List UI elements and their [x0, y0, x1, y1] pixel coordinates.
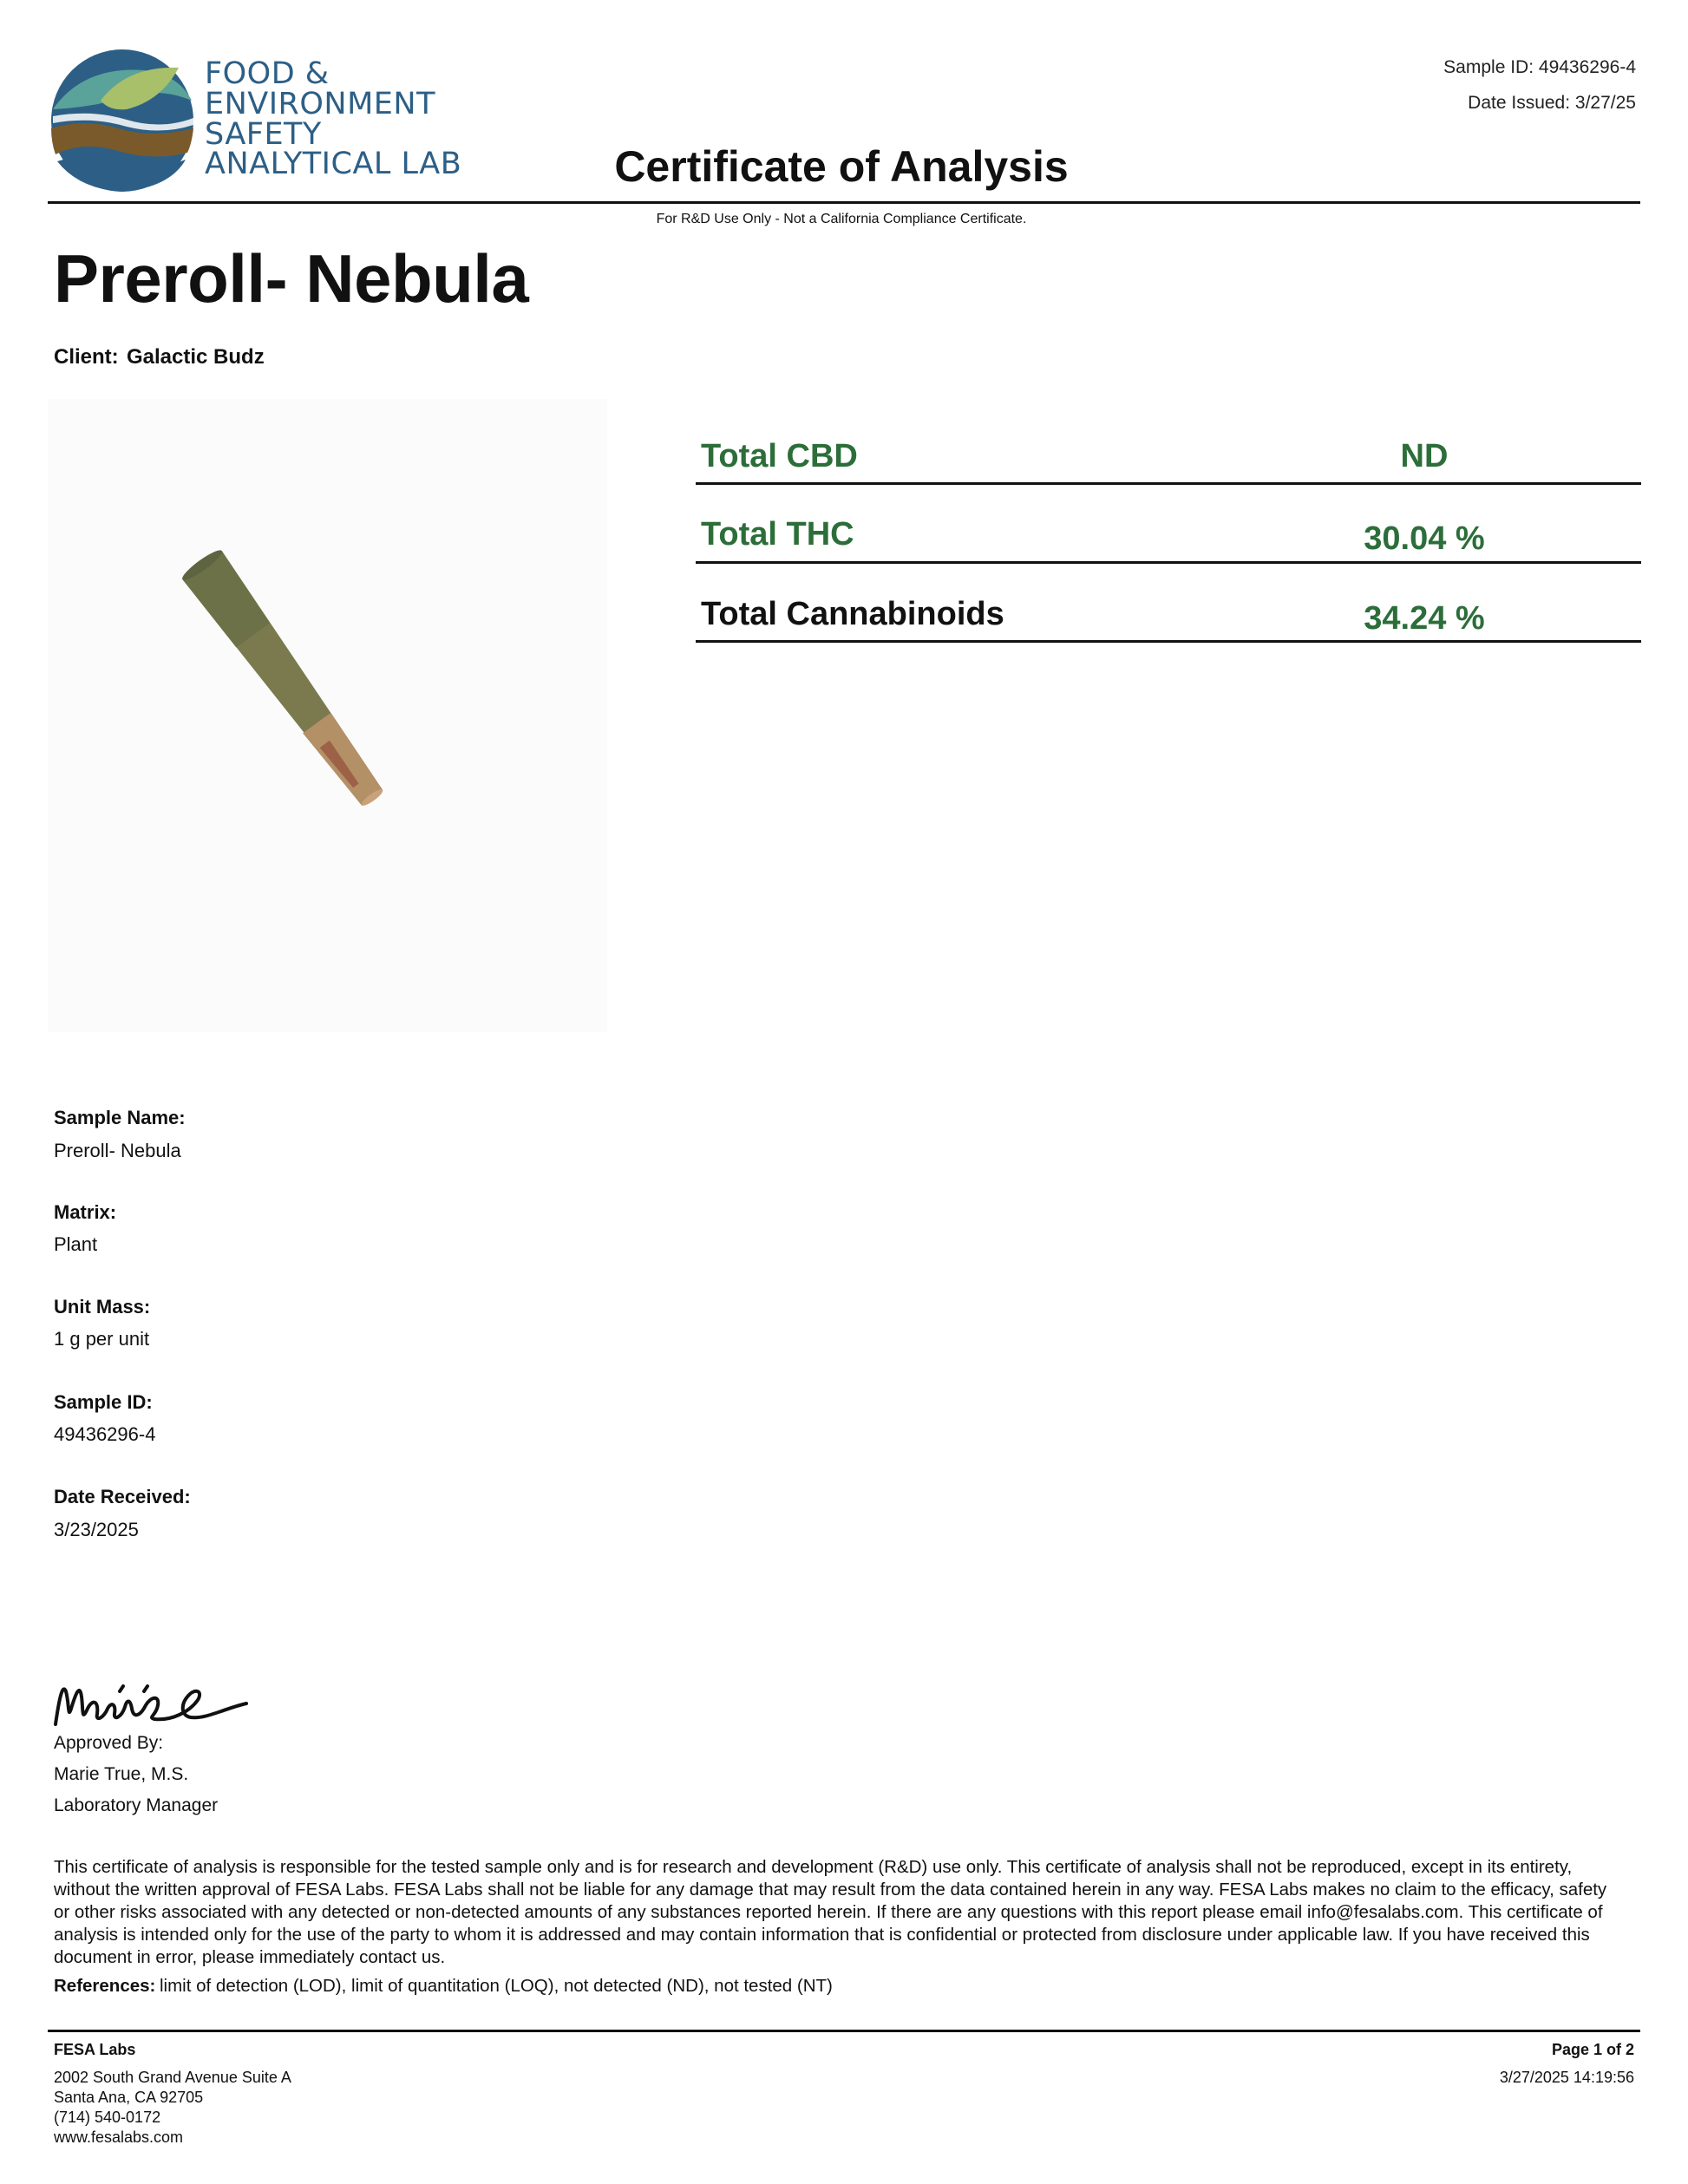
header-sample-id [1443, 57, 1636, 78]
client-value: Galactic Budz [127, 345, 265, 369]
sample-name-value: Preroll- Nebula [54, 1140, 181, 1161]
preroll-image [147, 520, 425, 841]
rd-disclaimer: For R&D Use Only - Not a California Compliance Certificate. [656, 212, 1027, 226]
result-value-total-thc: 30.04 % [1364, 520, 1485, 557]
sample-id-label: Sample ID: [54, 1391, 153, 1413]
result-label-total-cbd: Total CBD [701, 438, 858, 474]
logo-text-line-3: SAFETY [205, 117, 322, 152]
footer-divider [48, 2030, 1640, 2032]
unit-mass-label: Unit Mass: [54, 1296, 151, 1318]
header-sample-id-label: Sample ID: [1443, 57, 1534, 77]
header-date-issued-value: 3/27/25 [1574, 93, 1636, 113]
result-divider-1 [696, 482, 1641, 485]
logo-text-line-4: ANALYTICAL LAB [205, 147, 462, 181]
fesa-logo-icon [49, 49, 196, 193]
signature-image [50, 1665, 250, 1735]
matrix-value: Plant [54, 1233, 98, 1255]
header-divider [48, 201, 1640, 204]
header-date-issued [1468, 93, 1636, 114]
footer-phone: (714) 540-0172 [54, 2109, 161, 2126]
footer-company: FESA Labs [54, 2041, 136, 2058]
logo-text-line-1: FOOD & [205, 56, 330, 91]
product-title: Preroll- Nebula [54, 240, 529, 317]
footer-timestamp: 3/27/2025 14:19:56 [1499, 2069, 1634, 2086]
approver-name: Marie True, M.S. [54, 1764, 189, 1784]
unit-mass-value: 1 g per unit [54, 1328, 150, 1350]
header-sample-id-value: 49436296-4 [1538, 57, 1636, 77]
result-divider-2 [696, 561, 1641, 564]
date-received-value: 3/23/2025 [54, 1519, 139, 1540]
footer-website[interactable]: www.fesalabs.com [54, 2128, 184, 2146]
approved-by-label: Approved By: [54, 1733, 164, 1753]
footer-address-line-1: 2002 South Grand Avenue Suite A [54, 2069, 291, 2086]
client-label: Client: [54, 345, 119, 369]
legal-disclaimer: This certificate of analysis is responsible for the tested sample only and is for research and development (R&D) use only. This certificate of analysis shall not be reproduced, except in its entirety, without the written approval of FESA Labs. FESA Labs shall not be liable for any damage that may result from the data contained herein in any way. FESA Labs makes no claim to the efficacy, safety or other risks associated with any detected or non-detected amounts of any substances reported herein. If there are any questions with this report please email info@fesalabs.com. This certificate of analysis is intended only for the use of the party to whom it is addressed and may contain information that is confidential or protected from disclosure under applicable law. If you have received this document in error, please immediately contact us. [54, 1857, 1607, 1967]
document-title: Certificate of Analysis [614, 142, 1069, 191]
result-label-total-thc: Total THC [701, 516, 854, 553]
header-date-issued-label: Date Issued: [1468, 93, 1571, 113]
matrix-label: Matrix: [54, 1201, 117, 1223]
footer-page-number: Page 1 of 2 [1551, 2041, 1634, 2058]
result-label-total-cannabinoids: Total Cannabinoids [701, 596, 1004, 632]
logo-text-line-2: ENVIRONMENT [205, 87, 435, 121]
approver-title: Laboratory Manager [54, 1795, 219, 1815]
result-value-total-cannabinoids: 34.24 % [1364, 600, 1485, 637]
result-value-total-cbd: ND [1400, 438, 1449, 474]
footer-address-line-2: Santa Ana, CA 92705 [54, 2089, 204, 2106]
references-text: limit of detection (LOD), limit of quantitation (LOQ), not detected (ND), not tested (NT) [160, 1976, 833, 1996]
date-received-label: Date Received: [54, 1486, 191, 1507]
sample-name-label: Sample Name: [54, 1107, 186, 1128]
sample-id-value: 49436296-4 [54, 1423, 156, 1445]
references-label: References: [54, 1976, 156, 1996]
result-divider-3 [696, 640, 1641, 643]
